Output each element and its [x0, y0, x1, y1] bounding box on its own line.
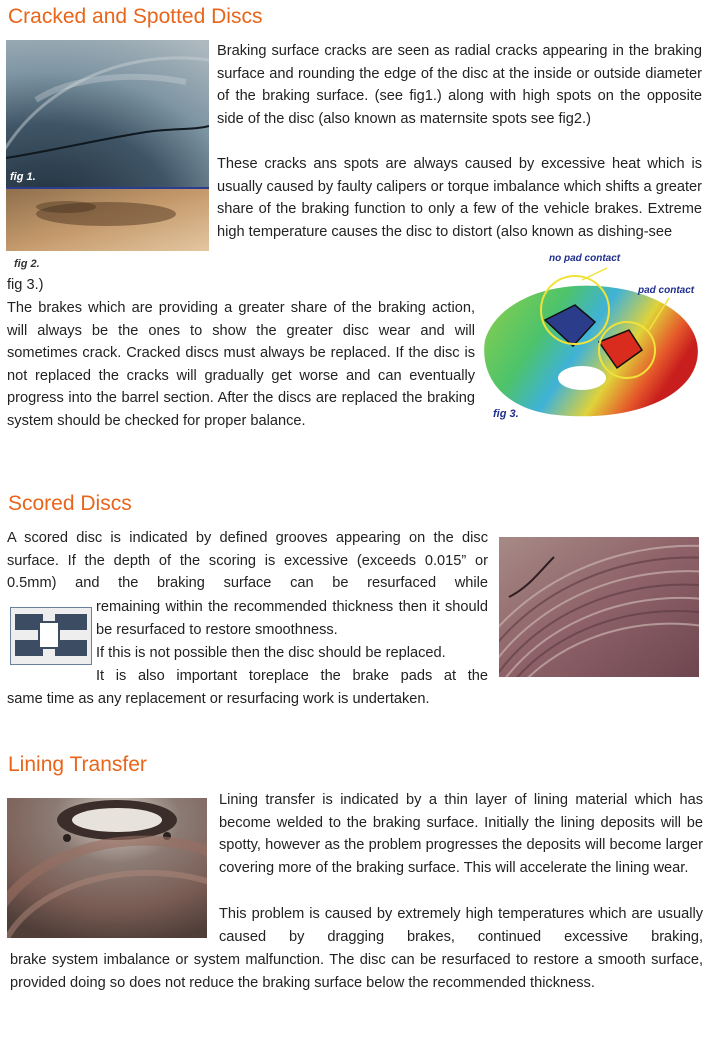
section-title-cracked: Cracked and Spotted Discs	[8, 5, 263, 28]
cracked-paragraph-3: The brakes which are providing a greater share of the braking action, will always be the ones to show the greater disc wear and will sometimes crack. Cracked discs must always be replaced. If the disc is not replaced the cracks will gradually get worse and can eventually progress into the barrel section. After the discs are replaced the braking system should be checked for proper balance.	[7, 300, 475, 429]
cracked-disc-photo	[6, 40, 209, 188]
scored-paragraph-5: same time as any replacement or resurfacing work is undertaken.	[7, 691, 430, 707]
no-pad-contact-label: no pad contact	[549, 253, 621, 264]
fig2-label: fig 2.	[14, 258, 40, 270]
lining-paragraph-1: Lining transfer is indicated by a thin layer of lining material which has become welded to the braking surface. Initially the lining deposits will be spotty, however as the problem progresses the deposits will become larger covering more of the braking surface. This will accelerate the lining wear.	[219, 792, 703, 876]
disc-heatmap-image	[477, 250, 703, 428]
scored-paragraph-4: It is also important toreplace the brake pads at the	[96, 668, 488, 684]
section-title-lining: Lining Transfer	[8, 753, 147, 776]
scored-paragraph-2: remaining within the recommended thickness then it should be resurfaced to restore smoothness.	[96, 599, 488, 638]
scored-paragraph-1: A scored disc is indicated by defined grooves appearing on the disc surface. If the depth of the scoring is excessive (exceeds 0.015” or 0.5mm) and the braking surface can be resurfaced while	[7, 530, 488, 592]
scored-disc-photo	[499, 537, 699, 677]
fig1-label: fig 1.	[10, 171, 36, 183]
cracked-fig3-ref: fig 3.)	[7, 277, 44, 293]
fig3-label: fig 3.	[493, 408, 519, 420]
lining-paragraph-3: brake system imbalance or system malfunction. The disc can be resurfaced to restore a smooth surface, provided doing so does not reduce the braking surface below the recommended thickness.	[10, 952, 703, 991]
resurfacing-icon	[10, 607, 92, 665]
cracked-paragraph-1: Braking surface cracks are seen as radial cracks appearing in the braking surface and rounding the edge of the disc at the inside or outside diameter of the braking surface. (see fig1.) along with high spots on the opposite side of the disc (also known as maternsite spots see fig2.)	[217, 43, 702, 127]
spotted-disc-photo	[6, 189, 209, 251]
lining-paragraph-2: This problem is caused by extremely high temperatures which are usually caused by dragging brakes, continued excessive braking,	[219, 906, 703, 945]
section-title-scored: Scored Discs	[8, 492, 132, 515]
lining-transfer-photo	[7, 798, 207, 938]
scored-paragraph-3: If this is not possible then the disc should be replaced.	[96, 645, 446, 661]
pad-contact-label: pad contact	[638, 285, 695, 296]
cracked-paragraph-2: These cracks ans spots are always caused by excessive heat which is usually caused by faulty calipers or torque imbalance which shifts a greater share of the braking function to only a few of the vehicle brakes. Extreme high temperature causes the disc to distort (also known as dishing-see	[217, 156, 702, 240]
